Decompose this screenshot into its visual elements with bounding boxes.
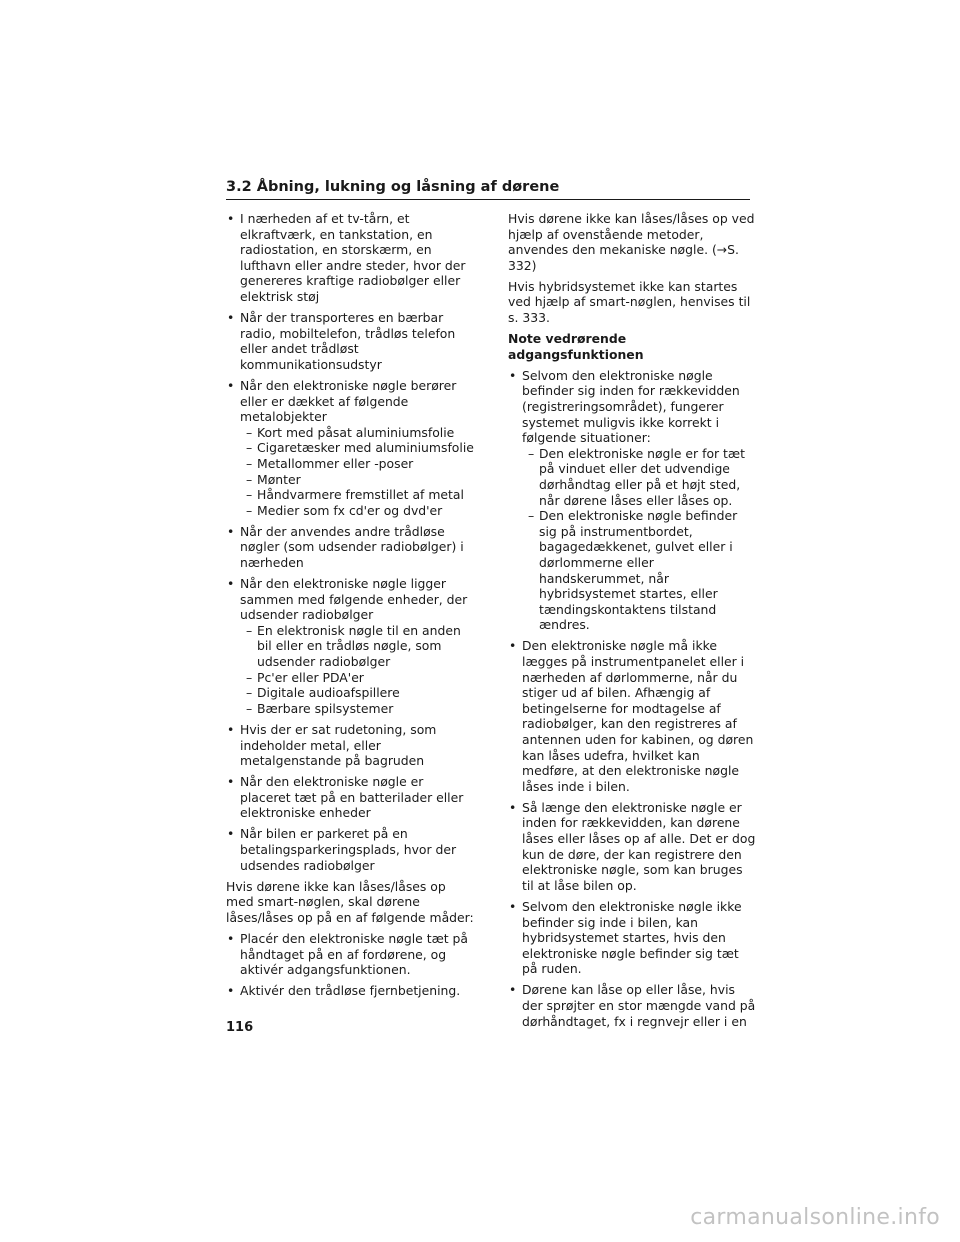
bullet-icon: • [227, 211, 235, 226]
sub-list-item [528, 508, 756, 633]
left-bullet-list [226, 211, 474, 873]
sub-list-item [528, 446, 756, 508]
list-item-text: Når der anvendes andre trådløse nøgler (som udsender radiobølger) i nærheden [240, 523, 464, 570]
list-item-text: Den elektroniske nøgle må ikke lægges på instrumentpanelet eller i nærheden af dørlommerne, når du stiger ud af bilen. Afhængig af betingelserne for modtagelse af radiobølger, kan den registreres af antennen uden for kabinen, og døren kan låses udefra, hvilket kan medføre, at den elektroniske nøgle låses inde i bilen. [522, 638, 754, 794]
left-bullet-list-2 [226, 931, 474, 999]
list-item [508, 899, 756, 977]
bullet-icon: • [227, 721, 235, 737]
bullet-icon: • [227, 826, 235, 842]
page-number: 116 [226, 1020, 254, 1035]
sub-list-item [246, 456, 474, 472]
list-item-text: Placér den elektroniske nøgle tæt på håndtaget på en af fordørene, og aktivér adgangsfunktionen. [240, 931, 469, 978]
section-header [226, 178, 750, 200]
dash-icon: – [528, 445, 535, 461]
sub-list-item [246, 685, 474, 701]
dash-icon: – [246, 685, 253, 701]
list-item-text: Hvis der er sat rudetoning, som indeholder metal, eller metalgenstande på bagruden [240, 721, 437, 769]
bullet-icon: • [509, 898, 517, 914]
right-bullet-list [508, 368, 756, 1029]
list-item [226, 211, 474, 305]
sub-list-item [246, 701, 474, 717]
bullet-icon: • [509, 799, 517, 815]
dash-icon: – [246, 455, 253, 471]
section-title: 3.2 Åbning, lukning og låsning af dørene [226, 179, 560, 195]
list-item-text: Selvom den elektroniske nøgle befinder sig inden for rækkevidden (registreringsområdet), fungerer systemet muligvis ikke korrekt i følgende situationer: [522, 367, 740, 446]
sub-list-item-text: Metallommer eller -poser [257, 455, 414, 471]
bullet-icon: • [509, 982, 517, 998]
bullet-icon: • [227, 931, 235, 947]
list-item-text: Dørene kan låse op eller låse, hvis der sprøjter en stor mængde vand på dørhåndtaget, fx i regnvejr eller i en [522, 982, 756, 1029]
sub-list-item [246, 472, 474, 488]
sub-list-item-text: Den elektroniske nøgle er for tæt på vinduet eller det udvendige dørhåndtag eller på et højt sted, når dørene låses eller låses op. [539, 445, 745, 508]
right-paragraph-1: Hvis dørene ikke kan låses/låses op ved hjælp af ovenstående metoder, anvendes den mekaniske nøgle. (→S. 332) [508, 211, 755, 273]
bullet-icon: • [227, 983, 235, 999]
sub-list [240, 425, 474, 519]
dash-icon: – [246, 700, 253, 716]
list-item [226, 310, 474, 372]
sub-list-item [246, 425, 474, 441]
sub-list-item [246, 670, 474, 686]
list-item [226, 826, 474, 873]
bullet-icon: • [227, 774, 235, 790]
bullet-icon: • [227, 576, 235, 592]
dash-icon: – [246, 424, 253, 440]
list-item [226, 931, 474, 978]
list-item [508, 638, 756, 794]
sub-list-item-text: Håndvarmere fremstillet af metal [257, 487, 464, 503]
watermark-logo: carmanualsonline.info [690, 1205, 940, 1230]
sub-list-item-text: Den elektroniske nøgle befinder sig på instrumentbordet, bagagedækkenet, gulvet eller i dørlommerne eller handskerummet, når hybridsystemet startes, eller tændingskontaktens tilstand ændres. [539, 508, 738, 633]
dash-icon: – [246, 622, 253, 638]
list-item [226, 524, 474, 571]
sub-list-item-text: Bærbare spilsystemer [257, 700, 394, 716]
list-item [226, 983, 474, 999]
sub-list-item-text: Cigaretæsker med aluminiumsfolie [257, 440, 474, 456]
list-item [508, 800, 756, 894]
list-item-text: Så længe den elektroniske nøgle er inden for rækkevidden, kan dørene låses eller låses op af alle. Det er dog kun de døre, der kan registrere den elektroniske nøgle, som kan bruges til at låse bilen op. [522, 799, 756, 893]
bullet-icon: • [227, 523, 235, 539]
list-item-text: Når bilen er parkeret på en betalingsparkeringsplads, hvor der udsendes radiobølger [240, 826, 457, 873]
list-item-text: I nærheden af et tv-tårn, et elkraftværk, en tankstation, en radiostation, en storskærm, en lufthavn eller andre steder, hvor der genereres kraftige radiobølger eller elektrisk støj [240, 211, 466, 304]
right-column [508, 211, 756, 1035]
sub-list-item-text: Medier som fx cd'er og dvd'er [257, 502, 443, 518]
list-item-text: Når der transporteres en bærbar radio, mobiltelefon, trådløs telefon eller andet trådløst kommunikationsudstyr [240, 310, 456, 372]
list-item-text: Når den elektroniske nøgle berører eller er dækket af følgende metalobjekter [240, 377, 457, 425]
sub-list-item [246, 487, 474, 503]
note-heading: Note vedrørende adgangsfunktionen [508, 331, 644, 362]
bullet-icon: • [509, 367, 517, 383]
sub-list [240, 623, 474, 717]
sub-list-item-text: Pc'er eller PDA'er [257, 669, 364, 685]
sub-list-item [246, 623, 474, 670]
dash-icon: – [246, 440, 253, 456]
left-paragraph: Hvis dørene ikke kan låses/låses op med smart-nøglen, skal dørene låses/låses op på en af følgende måder: [226, 878, 474, 925]
list-item-text: Selvom den elektroniske nøgle ikke befinder sig inde i bilen, kan hybridsystemet startes, hvis den elektroniske nøgle befinder sig tæt på ruden. [522, 898, 742, 977]
dash-icon: – [246, 471, 253, 487]
dash-icon: – [246, 487, 253, 503]
dash-icon: – [528, 508, 535, 524]
dash-icon: – [246, 669, 253, 685]
sub-list-item [246, 503, 474, 519]
sub-list [522, 446, 756, 633]
sub-list-item-text: En elektronisk nøgle til en anden bil eller en trådløs nøgle, som udsender radiobølger [257, 622, 461, 670]
list-item [226, 722, 474, 769]
list-item [226, 774, 474, 821]
list-item-text: Aktivér den trådløse fjernbetjening. [240, 983, 461, 999]
bullet-icon: • [509, 638, 517, 654]
sub-list-item-text: Kort med påsat aluminiumsfolie [257, 424, 455, 440]
list-item [226, 576, 474, 716]
right-paragraph-2: Hvis hybridsystemet ikke kan startes ved hjælp af smart-nøglen, henvises til s. 333. [508, 278, 751, 326]
bullet-icon: • [227, 377, 235, 393]
list-item [508, 982, 756, 1029]
left-column [226, 211, 474, 1004]
list-item-text: Når den elektroniske nøgle ligger sammen med følgende enheder, der udsender radiobølger [240, 576, 468, 623]
sub-list-item-text: Digitale audioafspillere [257, 685, 400, 701]
sub-list-item [246, 440, 474, 456]
bullet-icon: • [227, 310, 235, 326]
list-item [226, 378, 474, 518]
dash-icon: – [246, 502, 253, 518]
list-item [508, 368, 756, 633]
sub-list-item-text: Mønter [257, 471, 301, 487]
list-item-text: Når den elektroniske nøgle er placeret tæt på en batterilader eller elektroniske enheder [240, 774, 464, 821]
